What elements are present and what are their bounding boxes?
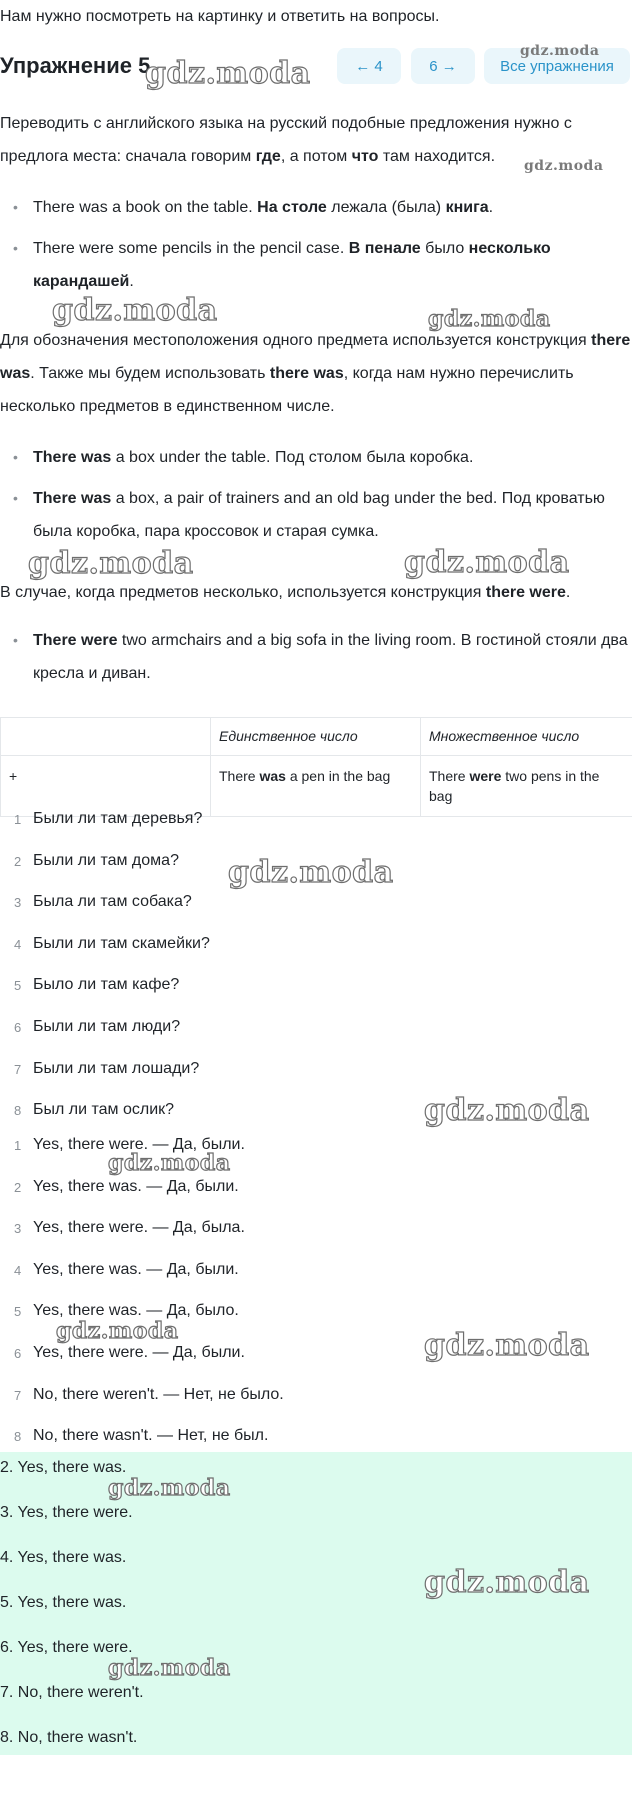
item-text: Были ли там люди?	[33, 1017, 181, 1035]
table-header-cell	[1, 718, 211, 756]
list-item	[0, 1217, 632, 1259]
example-text: было	[420, 240, 469, 257]
example-text: There were some pencils in the pencil case.	[33, 240, 349, 257]
watermark: gdz.moda	[424, 1565, 590, 1600]
list-item	[0, 1016, 632, 1058]
watermark: gdz.moda	[108, 1150, 231, 1176]
watermark: gdz.moda	[56, 1318, 179, 1344]
cell-text: There	[219, 768, 260, 784]
cell-bold: were	[469, 768, 502, 784]
list-item	[0, 1384, 632, 1426]
grammar-table	[0, 717, 632, 817]
item-text: Было ли там кафе?	[33, 976, 180, 994]
answers-box	[0, 1452, 632, 1755]
example-bold: В пенале	[348, 240, 421, 257]
explanation-paragraph-1	[0, 107, 632, 173]
table-header-cell: Множественное число	[421, 718, 632, 756]
watermark: gdz.moda	[428, 306, 551, 332]
item-number: 2	[14, 1179, 22, 1195]
item-number: 5	[14, 1304, 22, 1320]
example-text: лежала (была)	[326, 199, 446, 216]
item-text: Был ли там ослик?	[33, 1101, 175, 1119]
item-text: Были ли там дома?	[33, 851, 179, 869]
answer-line: 8. No, there wasn't.	[0, 1729, 138, 1746]
answer-line: 6. Yes, there were.	[0, 1639, 133, 1656]
next-exercise-button[interactable]: 6 →	[411, 48, 475, 84]
para2-text-3: , когда нам нужно перечислить несколько предметов в единственном числе.	[0, 365, 574, 415]
item-number: 4	[14, 1262, 22, 1278]
watermark: gdz.moda	[108, 1655, 231, 1681]
questions-list	[0, 808, 632, 1141]
item-number: 2	[14, 853, 22, 869]
item-text: Были ли там лошади?	[33, 1059, 200, 1077]
item-number: 3	[14, 895, 22, 911]
item-number: 4	[14, 936, 22, 952]
example-text: two armchairs and a big sofa in the living room. В гостиной стояли два кресла и диван.	[33, 632, 628, 682]
example-list-1	[0, 191, 632, 306]
para1-bold-1: где	[255, 148, 281, 165]
list-item	[0, 1259, 632, 1301]
item-text: Yes, there were. — Да, была.	[33, 1219, 245, 1237]
list-item	[0, 808, 632, 850]
watermark: gdz.moda	[108, 1475, 231, 1501]
list-item	[0, 191, 632, 224]
table-cell-sign: +	[1, 756, 211, 817]
watermark: gdz.moda	[52, 293, 218, 328]
item-text: Были ли там скамейки?	[33, 934, 210, 952]
example-bold: На столе	[257, 199, 327, 216]
example-bold: There were	[33, 632, 118, 649]
example-text: .	[488, 199, 494, 216]
item-text: Yes, there was. — Да, было.	[33, 1302, 239, 1320]
item-text: Yes, there were. — Да, были.	[33, 1136, 245, 1153]
para2-text-1: Для обозначения местоположения одного предмета используется конструкция	[0, 332, 592, 349]
list-item	[0, 1300, 632, 1342]
answer-line: 4. Yes, there was.	[0, 1549, 127, 1566]
example-text: There was a book on the table.	[33, 199, 258, 216]
cell-text: two pens in the bag	[429, 768, 600, 804]
example-list-3	[0, 624, 632, 698]
item-text: Были ли там деревья?	[33, 810, 203, 827]
exercise-title: Упражнение 5	[0, 53, 151, 78]
para1-bold-2: что	[351, 148, 379, 165]
list-item	[0, 974, 632, 1016]
intro-text: Нам нужно посмотреть на картинку и ответить на вопросы.	[0, 8, 440, 25]
para1-text-1: Переводить с английского языка на русский подобные предложения нужно с предлога места: сначала говорим	[0, 115, 572, 165]
item-number: 6	[14, 1345, 22, 1361]
watermark: gdz.moda	[424, 1093, 590, 1128]
list-item	[0, 933, 632, 975]
item-number: 1	[14, 1138, 22, 1153]
item-text: No, there wasn't. — Нет, не был.	[33, 1427, 269, 1445]
cell-text: a pen in the bag	[285, 768, 391, 784]
example-bold: There was	[33, 490, 112, 507]
item-number: 8	[14, 1429, 22, 1445]
item-number: 7	[14, 1061, 22, 1077]
item-number: 7	[14, 1387, 22, 1403]
item-number: 3	[14, 1221, 22, 1237]
watermark: gdz.moda	[404, 545, 570, 580]
item-text: Yes, there was. — Да, были.	[33, 1260, 239, 1278]
item-number: 1	[14, 812, 22, 827]
answer-line: 5. Yes, there was.	[0, 1594, 127, 1611]
para3-text-1: В случае, когда предметов несколько, используется конструкция	[0, 584, 486, 601]
item-number: 6	[14, 1019, 22, 1035]
example-text: a box, a pair of trainers and an old bag under the bed. Под кроватью была коробка, пара кроссовок и старая сумка.	[33, 490, 605, 540]
para2-bold-1: there was	[0, 332, 631, 382]
table-header-row	[1, 718, 632, 756]
para2-bold-2: there was	[269, 365, 344, 382]
explanation-paragraph-3	[0, 576, 632, 609]
explanation-paragraph-2	[0, 324, 632, 423]
list-item	[0, 232, 632, 298]
list-item	[0, 891, 632, 933]
answer-line: 7. No, there weren't.	[0, 1684, 144, 1701]
list-item	[0, 850, 632, 892]
item-text: Yes, there were. — Да, были.	[33, 1343, 245, 1361]
para1-text-2: , а потом	[280, 148, 352, 165]
list-item	[0, 1176, 632, 1218]
item-text: Была ли там собака?	[33, 893, 192, 911]
watermark: gdz.moda	[145, 56, 311, 91]
item-text: No, there weren't. — Нет, не было.	[33, 1385, 284, 1403]
list-item	[0, 441, 632, 474]
para2-text-2: . Также мы будем использовать	[30, 365, 270, 382]
list-item	[0, 1134, 632, 1176]
cell-text: There	[429, 768, 470, 784]
answer-line: 2. Yes, there was.	[0, 1459, 127, 1476]
para1-text-3: там находится.	[378, 148, 496, 165]
watermark: gdz.moda	[228, 855, 394, 890]
item-number: 8	[14, 1103, 22, 1119]
prev-exercise-button[interactable]: ← 4	[337, 48, 401, 84]
example-text: a box under the table. Под столом была коробка.	[111, 449, 474, 466]
item-text: Yes, there was. — Да, были.	[33, 1177, 239, 1195]
example-text: .	[129, 273, 134, 290]
translations-list	[0, 1134, 632, 1467]
table-header-cell: Единственное число	[211, 718, 421, 756]
example-list-2	[0, 441, 632, 556]
watermark: gdz.moda	[28, 546, 194, 581]
para3-bold-1: there were	[485, 584, 566, 601]
watermark: gdz.moda	[520, 43, 600, 59]
list-item	[0, 482, 632, 548]
list-item	[0, 624, 632, 690]
answer-line: 3. Yes, there were.	[0, 1504, 133, 1521]
list-item	[0, 1058, 632, 1100]
example-bold: There was	[33, 449, 112, 466]
item-number: 5	[14, 978, 22, 994]
example-bold: несколько карандашей	[33, 240, 551, 290]
exercise-header	[0, 44, 632, 88]
list-item	[0, 1342, 632, 1384]
all-exercises-button[interactable]: Все упражнения	[484, 48, 630, 84]
para3-text-2: .	[565, 584, 571, 601]
cell-bold: was	[259, 768, 286, 784]
watermark: gdz.moda	[524, 158, 604, 174]
watermark: gdz.moda	[424, 1328, 590, 1363]
example-bold: книга	[445, 199, 489, 216]
